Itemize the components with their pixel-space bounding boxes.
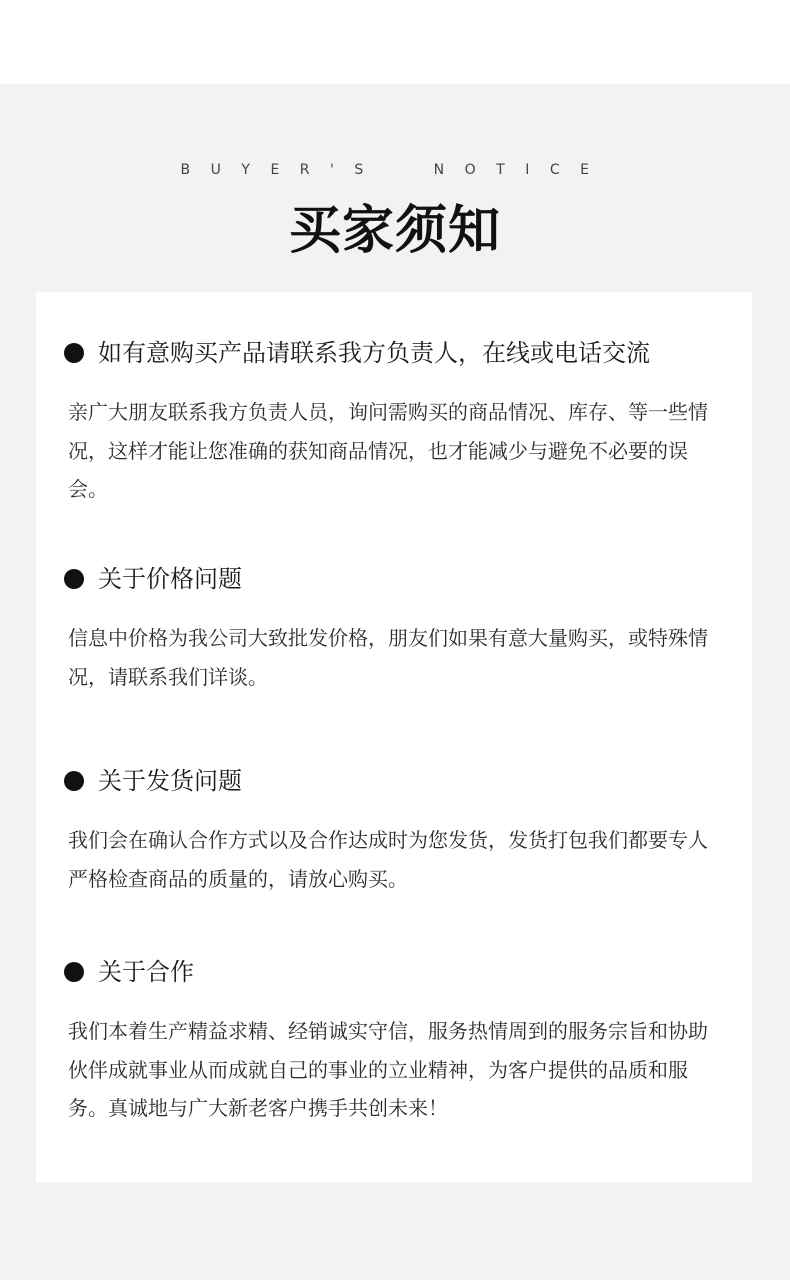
top-white-band xyxy=(0,0,790,84)
section-heading xyxy=(64,954,194,990)
notice-card xyxy=(36,292,752,1182)
section-heading xyxy=(64,335,650,371)
bullet-icon xyxy=(64,771,84,791)
section-heading-text: 关于价格问题 xyxy=(98,565,242,593)
section-heading xyxy=(64,561,242,597)
section-heading-text: 如有意购买产品请联系我方负责人，在线或电话交流 xyxy=(98,339,650,367)
section-body: 我们本着生产精益求精、经销诚实守信，服务热情周到的服务宗旨和协助伙伴成就事业从而成就自己的事业的立业精神，为客户提供的品质和服务。真诚地与广大新老客户携手共创未来！ xyxy=(68,1019,708,1120)
section-heading-text: 关于合作 xyxy=(98,958,194,986)
section-body: 我们会在确认合作方式以及合作达成时为您发货，发货打包我们都要专人严格检查商品的质量的，请放心购买。 xyxy=(68,828,708,891)
section-body: 亲广大朋友联系我方负责人员，询问需购买的商品情况、库存、等一些情况，这样才能让您准确的获知商品情况，也才能减少与避免不必要的误会。 xyxy=(68,400,708,501)
page-title: 买家须知 xyxy=(288,201,501,261)
bullet-icon xyxy=(64,962,84,982)
section-body: 信息中价格为我公司大致批发价格，朋友们如果有意大量购买，或特殊情况，请联系我们详谈。 xyxy=(68,626,708,689)
bullet-icon xyxy=(64,569,84,589)
section-heading-text: 关于发货问题 xyxy=(98,767,242,795)
section-heading xyxy=(64,763,242,799)
page-subtitle: BUYER'S NOTICE xyxy=(180,162,610,178)
bullet-icon xyxy=(64,343,84,363)
